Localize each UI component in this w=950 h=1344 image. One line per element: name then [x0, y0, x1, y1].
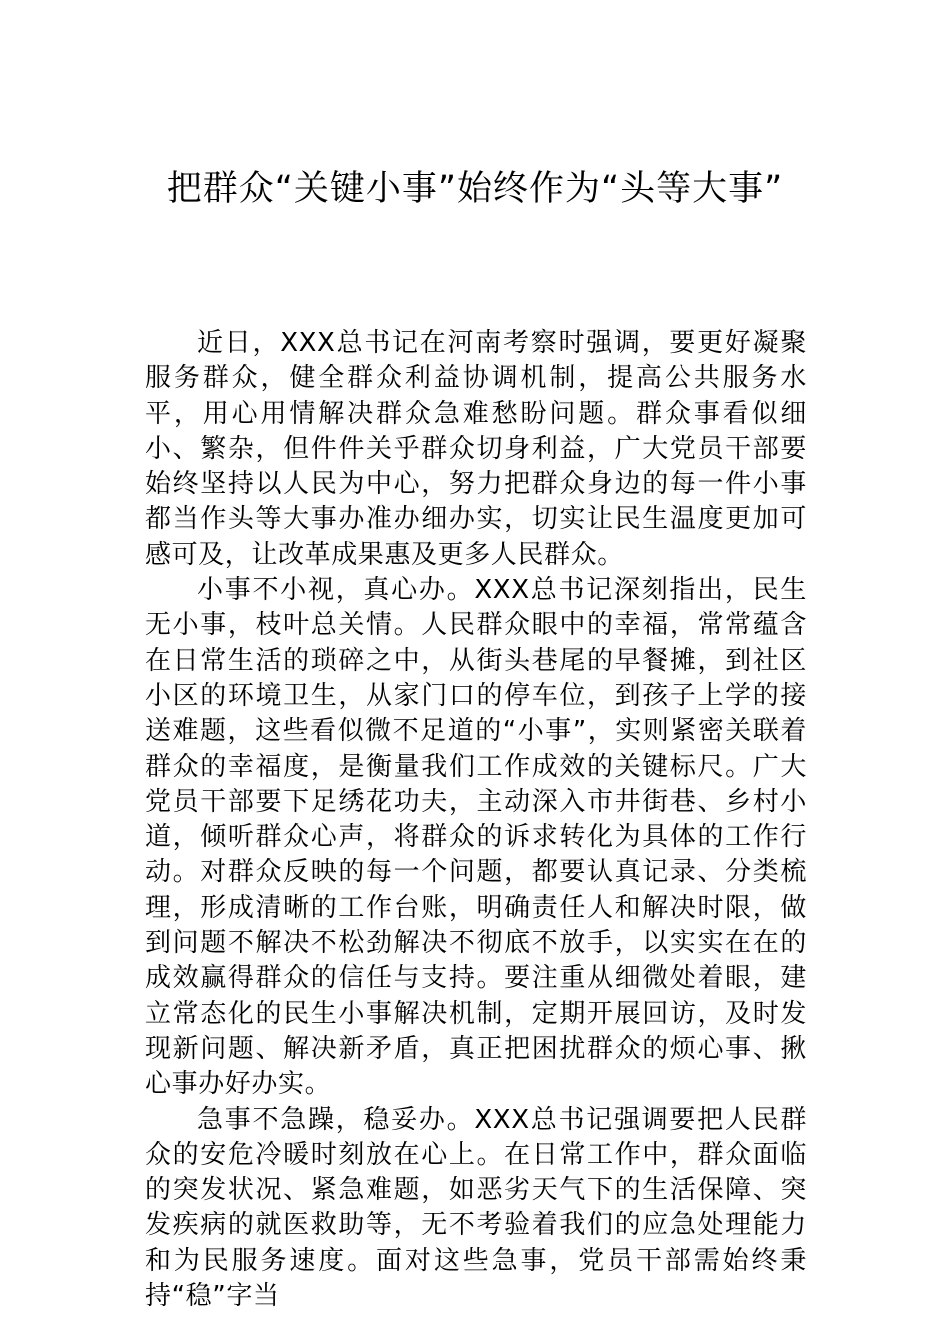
paragraph-intro: 近日，XXX总书记在河南考察时强调，要更好凝聚服务群众，健全群众利益协调机制，提高公共服务水平，用心用情解决群众急难愁盼问题。群众事看似细小、繁杂，但件件关乎群众切身利益，广大党员干部要始终坚持以人民为中心，努力把群众身边的每一件小事都当作头等大事办准办细办实，切实让民生温度更加可感可及，让改革成果惠及更多人民群众。: [145, 328, 807, 570]
paragraph-urgent-matters: 急事不急躁，稳妥办。XXX总书记强调要把人民群众的安危冷暖时刻放在心上。在日常工作中，群众面临的突发状况、紧急难题，如恶劣天气下的生活保障、突发疾病的就医救助等，无不考验着我们的应急处理能力和为民服务速度。面对这些急事，党员干部需始终秉持“稳”字当: [145, 1104, 807, 1312]
paragraph-small-matters: 小事不小视，真心办。XXX总书记深刻指出，民生无小事，枝叶总关情。人民群众眼中的幸福，常常蕴含在日常生活的琐碎之中，从街头巷尾的早餐摊，到社区小区的环境卫生，从家门口的停车位，到孩子上学的接送难题，这些看似微不足道的“小事”，实则紧密关联着群众的幸福度，是衡量我们工作成效的关键标尺。广大党员干部要下足绣花功夫，主动深入市井街巷、乡村小道，倾听群众心声，将群众的诉求转化为具体的工作行动。对群众反映的每一个问题，都要认真记录、分类梳理，形成清晰的工作台账，明确责任人和解决时限，做到问题不解决不松劲解决不彻底不放手，以实实在在的成效赢得群众的信任与支持。要注重从细微处着眼，建立常态化的民生小事解决机制，定期开展回访，及时发现新问题、解决新矛盾，真正把困扰群众的烦心事、揪心事办好办实。: [145, 575, 807, 1100]
document-title: 把群众“关键小事”始终作为“头等大事”: [166, 169, 784, 209]
document-body: [145, 326, 807, 1314]
